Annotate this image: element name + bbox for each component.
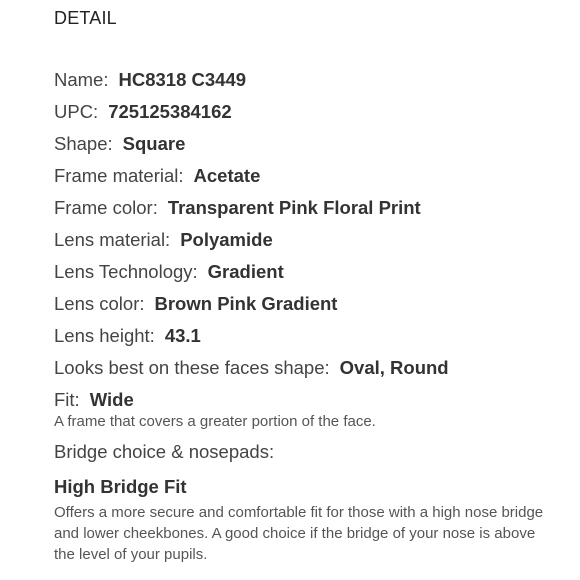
bridge-title: High Bridge Fit: [54, 476, 187, 497]
detail-label: Lens material:: [54, 229, 171, 250]
detail-value: Transparent Pink Floral Print: [167, 197, 421, 218]
fit-note: A frame that covers a greater portion of the face.: [54, 413, 376, 430]
detail-value: 43.1: [164, 325, 201, 346]
detail-value: HC8318 C3449: [118, 69, 247, 90]
detail-label: Name:: [54, 69, 109, 90]
detail-row-upc: [54, 96, 564, 128]
detail-row-lens-material: [54, 224, 564, 256]
detail-row-shape: [54, 128, 564, 160]
detail-row-name: [54, 64, 564, 96]
detail-value: Gradient: [207, 261, 284, 282]
detail-value: Brown Pink Gradient: [154, 293, 338, 314]
detail-label: Looks best on these faces shape:: [54, 357, 330, 378]
detail-row-frame-material: [54, 160, 564, 192]
detail-row-lens-technology: [54, 256, 564, 288]
detail-row-lens-color: [54, 288, 564, 320]
detail-label: Frame material:: [54, 165, 184, 186]
section-heading: DETAIL: [54, 8, 117, 28]
detail-label: Lens height:: [54, 325, 155, 346]
detail-row-frame-color: [54, 192, 564, 224]
detail-label: Shape:: [54, 133, 113, 154]
detail-list: [54, 64, 564, 565]
bridge-label: Bridge choice & nosepads:: [54, 441, 275, 462]
detail-value: Wide: [89, 389, 134, 410]
detail-value: Oval, Round: [339, 357, 449, 378]
detail-label: UPC:: [54, 101, 99, 122]
detail-row-lens-height: [54, 320, 564, 352]
detail-label: Frame color:: [54, 197, 158, 218]
bridge-description: Offers a more secure and comfortable fit for those with a high nose bridge and lower cheekbones. A good choice if the bridge of your nose is above the level of your pupils.: [54, 504, 544, 563]
detail-value: Square: [122, 133, 186, 154]
detail-row-face-shape: [54, 352, 564, 384]
detail-value: Acetate: [193, 165, 261, 186]
detail-label: Lens color:: [54, 293, 145, 314]
detail-value: Polyamide: [180, 229, 273, 250]
detail-label: Fit:: [54, 389, 80, 410]
detail-label: Lens Technology:: [54, 261, 198, 282]
detail-value: 725125384162: [108, 101, 232, 122]
